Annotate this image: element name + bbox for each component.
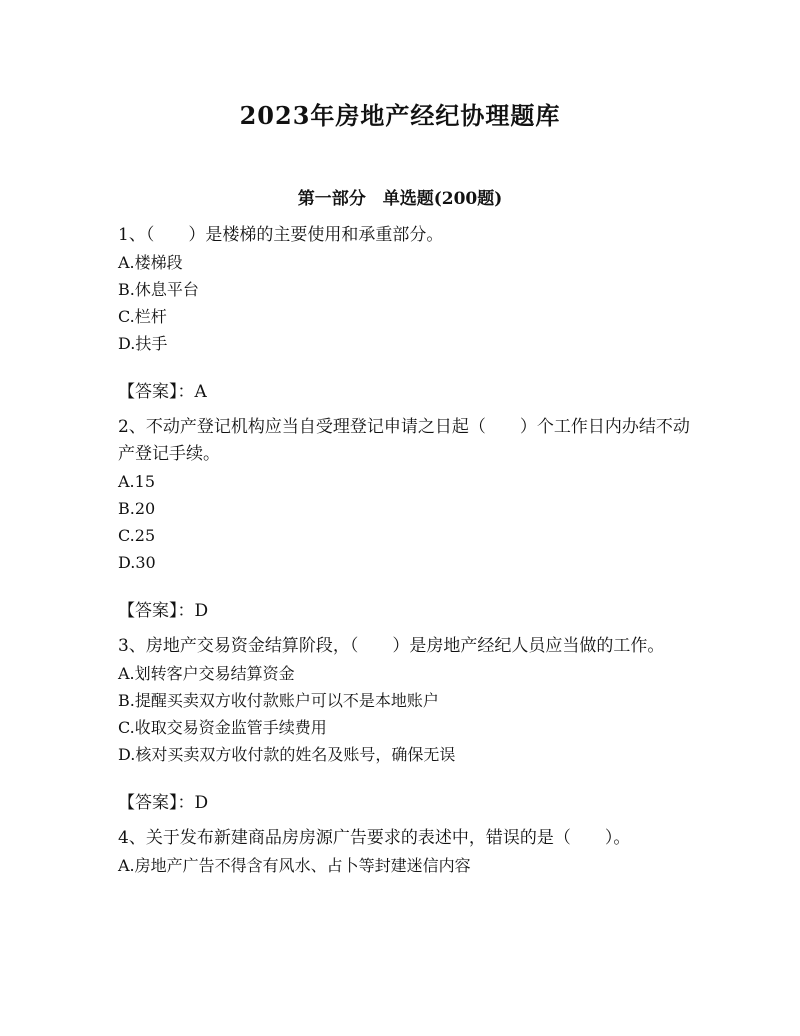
option-b: B.20 (118, 499, 156, 518)
document-title: 2023年房地产经纪协理题库 (239, 101, 561, 130)
answer-line: 【答案】：A (118, 382, 207, 402)
option-c: C.栏杆 (118, 307, 167, 326)
option-a: A.划转客户交易结算资金 (118, 664, 295, 683)
option-d: D.30 (118, 553, 156, 572)
question-3 (118, 633, 690, 817)
option-a: A.房地产广告不得含有风水、占卜等封建迷信内容 (118, 856, 471, 875)
question-stem: 1、（ ）是楼梯的主要使用和承重部分。 (118, 225, 444, 245)
option-d: D.核对买卖双方收付款的姓名及账号，确保无误 (118, 745, 456, 764)
answer-line: 【答案】：D (118, 793, 209, 813)
question-stem: 2、不动产登记机构应当自受理登记申请之日起（ ）个工作日内办结不动产登记手续。 (118, 417, 690, 464)
option-c: C.25 (118, 526, 156, 545)
question-2 (118, 414, 690, 625)
question-1 (118, 222, 690, 406)
option-a: A.楼梯段 (118, 253, 183, 272)
option-b: B.休息平台 (118, 280, 199, 299)
option-b: B.提醒买卖双方收付款账户可以不是本地账户 (118, 691, 439, 710)
question-stem: 3、房地产交易资金结算阶段，（ ）是房地产经纪人员应当做的工作。 (118, 636, 665, 656)
answer-line: 【答案】：D (118, 601, 209, 621)
question-4 (118, 825, 690, 879)
option-d: D.扶手 (118, 334, 168, 353)
question-list (118, 222, 690, 879)
section-heading: 第一部分 单选题(200题) (297, 189, 503, 209)
option-c: C.收取交易资金监管手续费用 (118, 718, 327, 737)
question-stem: 4、关于发布新建商品房房源广告要求的表述中，错误的是（ ）。 (118, 828, 631, 848)
option-a: A.15 (118, 472, 155, 491)
